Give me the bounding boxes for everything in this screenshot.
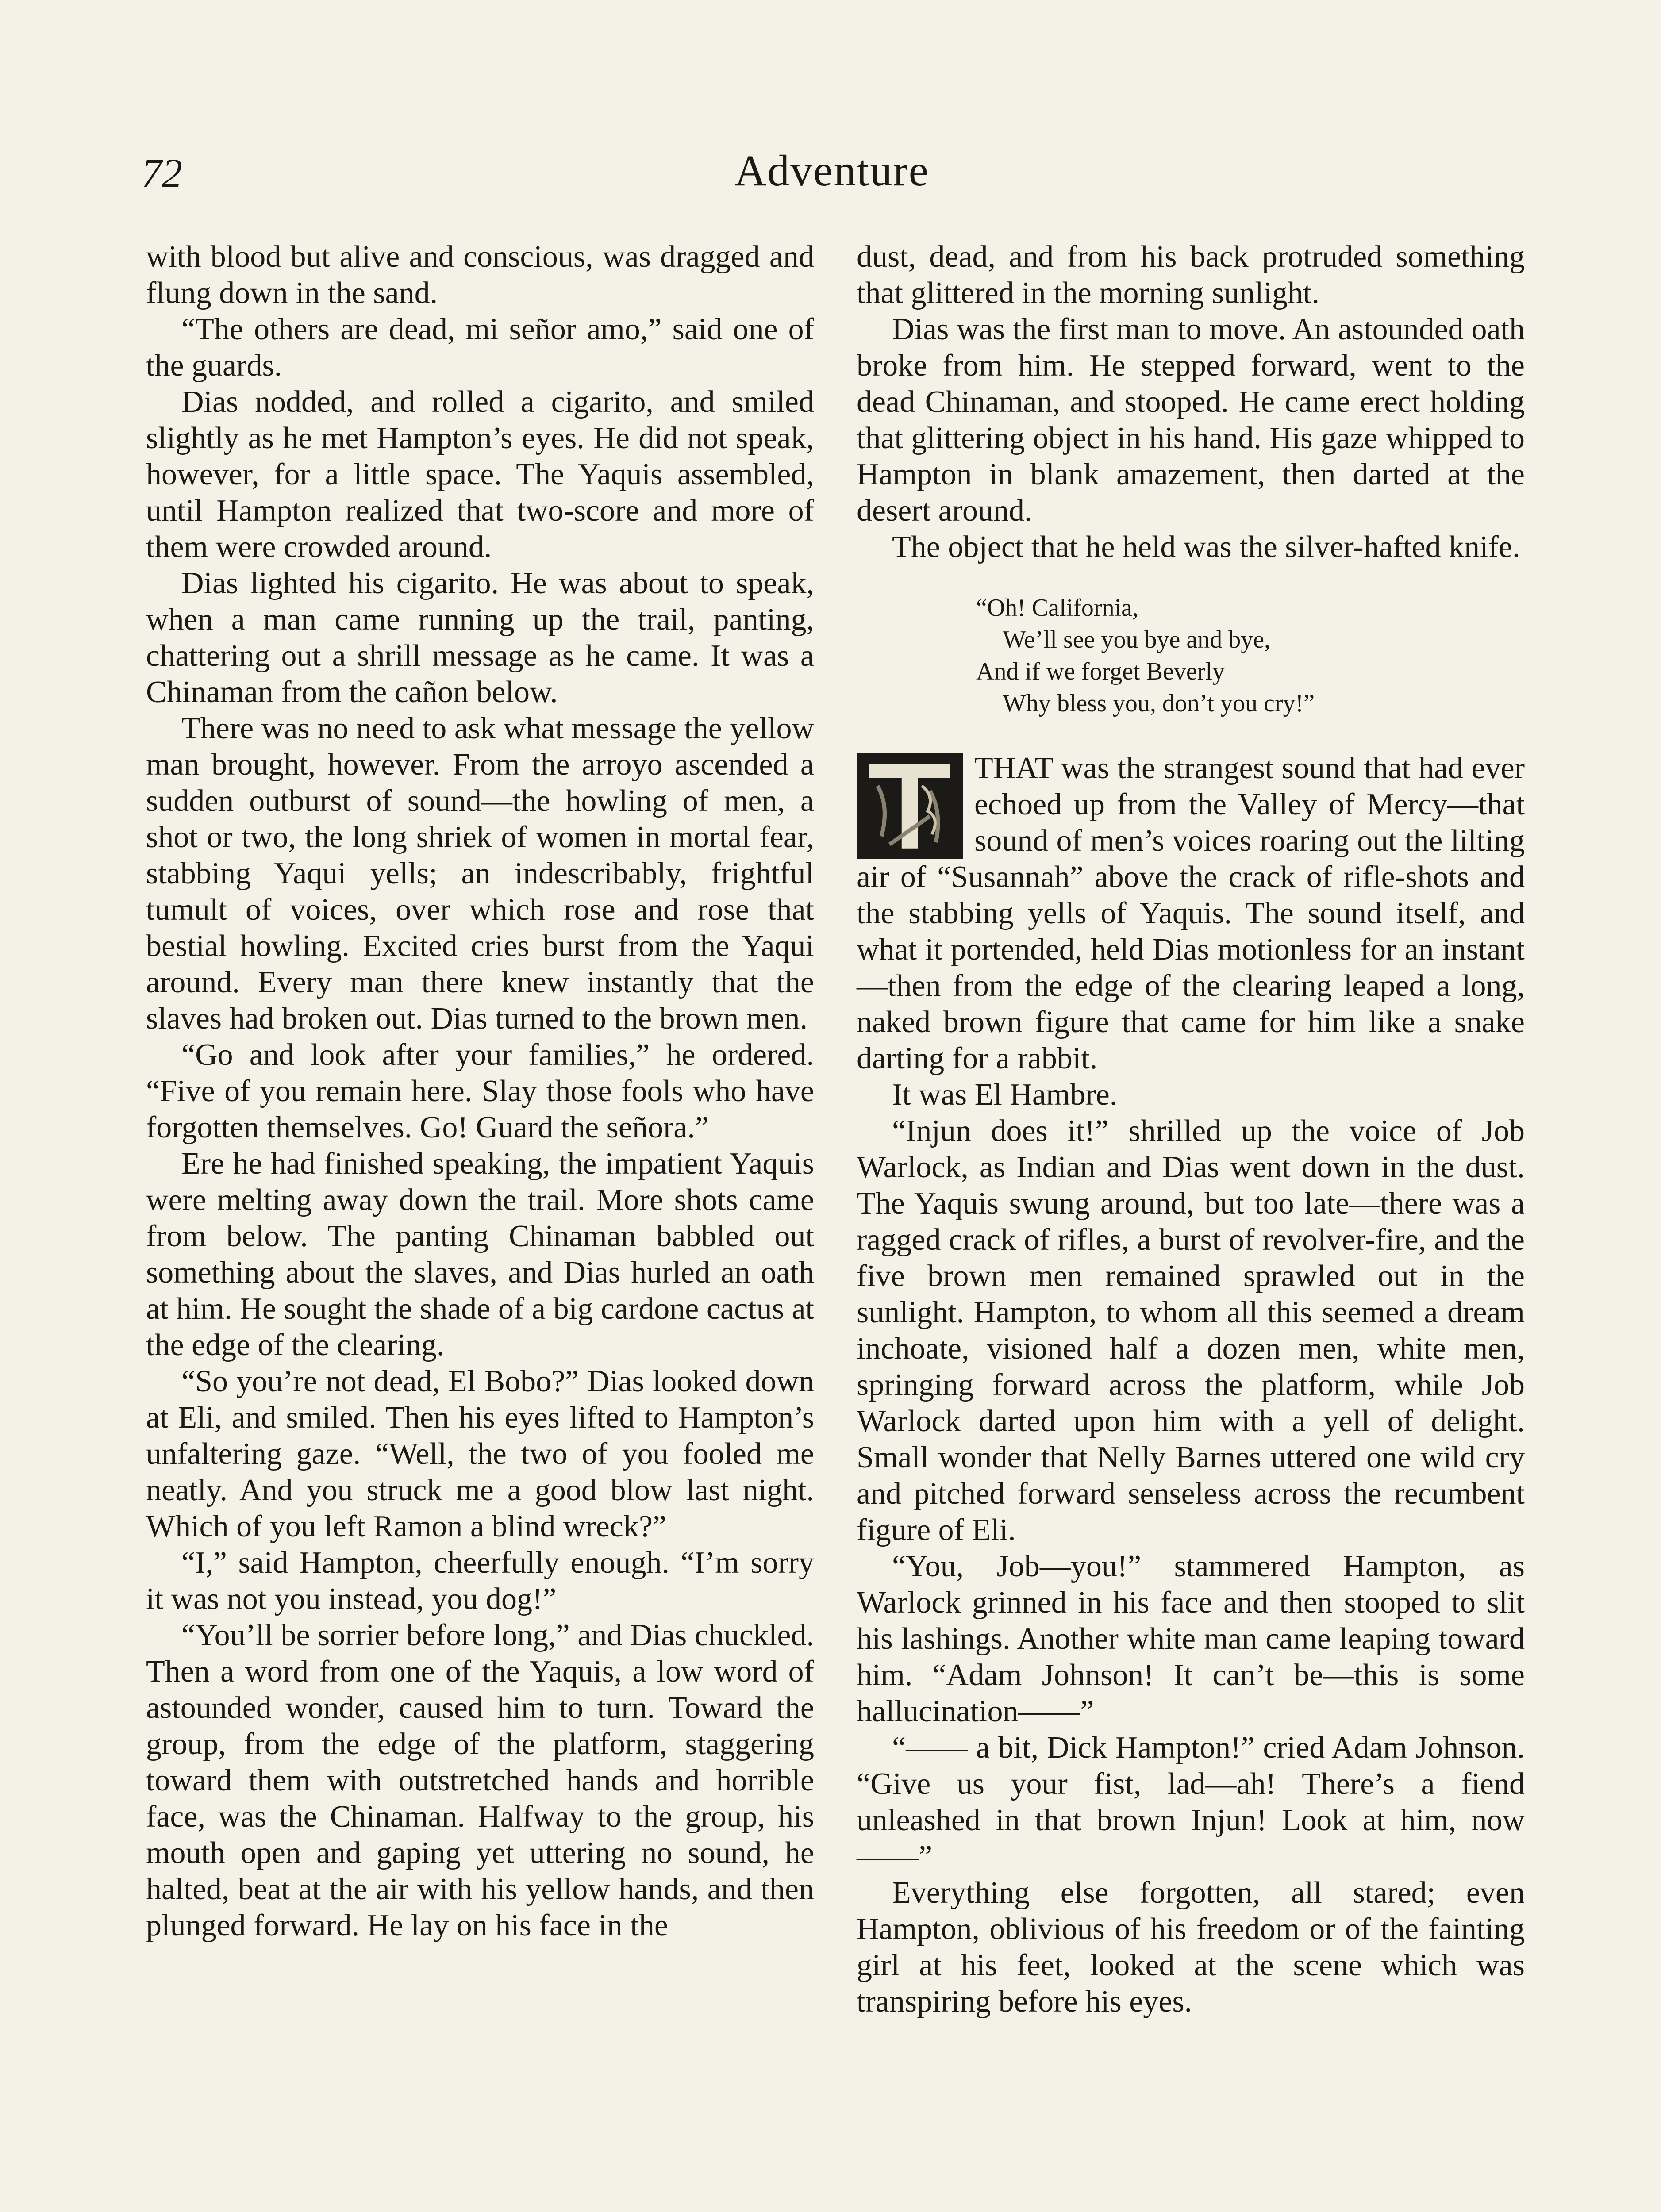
- page-number: 72: [142, 150, 182, 196]
- section-opening: [857, 750, 1525, 1077]
- paragraph: Dias was the first man to move. An astounded oath broke from him. He stepped forward, went to the dead Chinaman, and stooped. He came erect holding that glittering object in his hand. His gaze whipped to Hampton in blank amazement, then darted at the desert around.: [857, 312, 1525, 528]
- paragraph: “So you’re not dead, El Bobo?” Dias looked down at Eli, and smiled. Then his eyes lifted to Hampton’s unfaltering gaze. “Well, the two of you fooled me neatly. And you struck me a good blow last night. Which of you left Ramon a blind wreck?”: [146, 1364, 814, 1544]
- song-line: And if we forget Beverly: [976, 658, 1225, 685]
- paragraph: dust, dead, and from his back protruded something that glittered in the morning sunlight.: [857, 240, 1525, 310]
- paragraph: The object that he held was the silver-hafted knife.: [892, 530, 1520, 564]
- paragraph: There was no need to ask what message the yellow man brought, however. From the arroyo ascended a sudden outburst of sound—the howling of men, a shot or two, the long shriek of women in mortal fear, stabbing Yaqui yells; an indescribably, frightful tumult of voices, over which rose and rose that bestial howling. Excited cries burst from the Yaqui around. Every man there knew instantly that the slaves had broken out. Dias turned to the brown men.: [146, 711, 814, 1036]
- right-column: [857, 239, 1525, 2020]
- page-header: [133, 141, 1531, 207]
- left-column: [146, 239, 814, 1944]
- paragraph: “The others are dead, mi señor amo,” said one of the guards.: [146, 312, 814, 383]
- song-line: We’ll see you bye and bye,: [1003, 626, 1271, 653]
- song-line: Why bless you, don’t you cry!”: [1003, 690, 1315, 717]
- paragraph: It was El Hambre.: [892, 1078, 1118, 1112]
- paragraph: Ere he had finished speaking, the impatient Yaquis were melting away down the trail. More shots came from below. The panting Chinaman babbled out something about the slaves, and Dias hurled an oath at him. He sought the shade of a big cardone cactus at the edge of the clearing.: [146, 1147, 814, 1362]
- paragraph: “I,” said Hampton, cheerfully enough. “I’m sorry it was not you instead, you dog!”: [146, 1546, 814, 1616]
- paragraph: with blood but alive and conscious, was dragged and flung down in the sand.: [146, 240, 814, 310]
- paragraph: “—— a bit, Dick Hampton!” cried Adam Johnson. “Give us your fist, lad—ah! There’s a fiend unleashed in that brown Injun! Look at him, now——”: [857, 1731, 1525, 1874]
- paragraph: Dias lighted his cigarito. He was about to speak, when a man came running up the trail, panting, chattering out a shrill message as he came. It was a Chinaman from the cañon below.: [146, 566, 814, 709]
- paragraph: “Go and look after your families,” he ordered. “Five of you remain here. Slay those fools who have forgotten themselves. Go! Guard the señora.”: [146, 1038, 814, 1144]
- paragraph: “You’ll be sorrier before long,” and Dias chuckled. Then a word from one of the Yaquis, a low word of astounded wonder, caused him to turn. Toward the group, from the edge of the platform, staggering toward them with outstretched hands and horrible face, was the Chinaman. Halfway to the group, his mouth open and gaping yet uttering no sound, he halted, beat at the air with his yellow hands, and then plunged forward. He lay on his face in the: [146, 1618, 814, 1943]
- paragraph: “You, Job—you!” stammered Hampton, as Warlock grinned in his face and then stooped to slit his lashings. Another white man came leaping toward him. “Adam Johnson! It can’t be—this is some hallucination——”: [857, 1549, 1525, 1728]
- paragraph: Dias nodded, and rolled a cigarito, and smiled slightly as he met Hampton’s eyes. He did not speak, however, for a little space. The Yaquis assembled, until Hampton realized that two-score and more of them were crowded around.: [146, 385, 814, 564]
- paragraph: THAT was the strangest sound that had ever echoed up from the Valley of Mercy—that sound of men’s voices roaring out the lilting air of “Susannah” above the crack of rifle-shots and the stabbing yells of Yaquis. The sound itself, and what it portended, held Dias motionless for an instant—then from the edge of the clearing leaped a long, naked brown figure that came for him like a snake darting for a rabbit.: [857, 751, 1525, 1075]
- paragraph: Everything else forgotten, all stared; even Hampton, oblivious of his freedom or of the fainting girl at his feet, looked at the scene which was transpiring before his eyes.: [857, 1876, 1525, 2019]
- paragraph: “Injun does it!” shrilled up the voice of Job Warlock, as Indian and Dias went down in the dust. The Yaquis swung around, but too late—there was a ragged crack of rifles, a burst of revolver-fire, and the five brown men remained sprawled out in the sunlight. Hampton, to whom all this seemed a dream inchoate, visioned half a dozen men, white men, springing forward across the platform, while Job Warlock darted upon him with a yell of delight. Small wonder that Nelly Barnes uttered one wild cry and pitched forward senseless across the recumbent figure of Eli.: [857, 1114, 1525, 1547]
- song-verse: [976, 592, 1525, 719]
- decorative-initial-icon: [857, 753, 963, 859]
- running-title: Adventure: [734, 146, 930, 195]
- song-line: “Oh! California,: [976, 594, 1138, 622]
